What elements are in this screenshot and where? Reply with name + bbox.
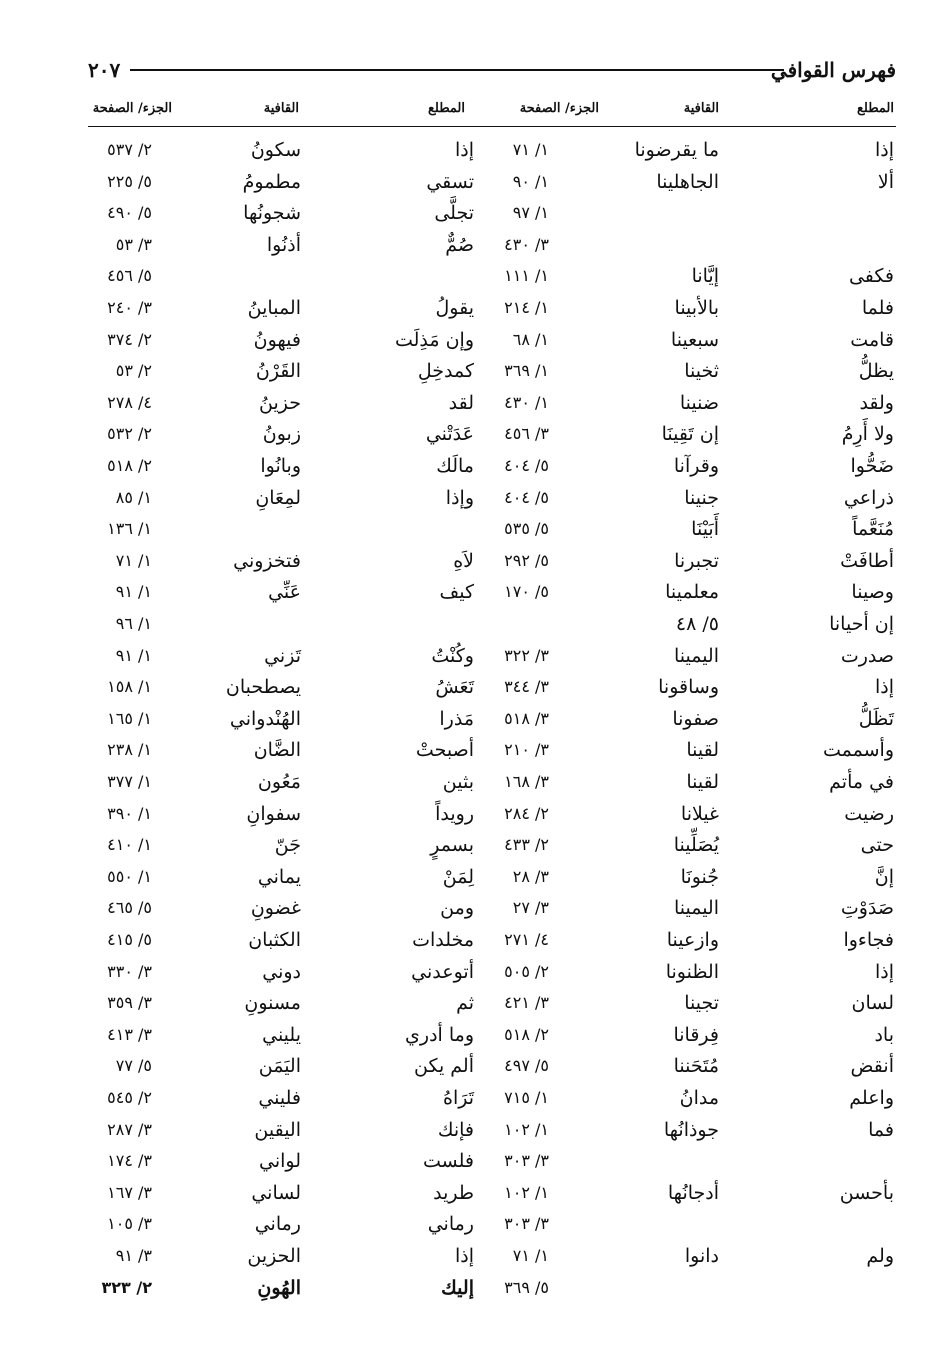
cell-ref: ٣/ ٥١٨ — [504, 708, 549, 728]
cell-matla: وصينا — [851, 581, 894, 604]
header-rule — [130, 69, 784, 71]
cell-qafiya: مدانُ — [679, 1087, 719, 1109]
cell-ref: ٣/ ٣٣٠ — [107, 961, 152, 981]
cell-ref: ٥/ ٤٦٥ — [107, 898, 152, 918]
cell-qafiya: لواني — [258, 1150, 301, 1173]
cell-ref: ١/ ٩٦ — [115, 614, 152, 633]
cell-matla: تَعَشُ — [435, 676, 474, 699]
cell-matla: أطافَتْ — [840, 549, 894, 572]
cell-matla: إنَّ — [874, 865, 894, 888]
cell-matla: لِمَنْ — [442, 865, 474, 888]
cell-matla: بسمرٍ — [430, 834, 474, 857]
cell-ref: ٥/ ٤٩٧ — [504, 1056, 549, 1076]
cell-ref: ٢/ ٥١٨ — [504, 1024, 549, 1044]
cell-matla: إذا — [454, 1245, 474, 1267]
col-head-ref-left: الجزء/ الصفحة — [92, 101, 172, 116]
cell-matla: صُمٌّ — [445, 233, 474, 256]
cell-ref: ١/ ٨٥ — [115, 487, 152, 507]
cell-ref: ٥/ ٤١٥ — [107, 930, 152, 949]
cell-matla: لسان — [851, 992, 894, 1015]
index-row-left — [0, 896, 939, 928]
index-row-left — [0, 802, 939, 834]
cell-qafiya: عَنِّي — [268, 581, 301, 604]
cell-matla: قامت — [850, 328, 894, 351]
cell-qafiya: يُصَلِّينا — [673, 834, 719, 857]
cell-ref: ٣/ ٤٥٦ — [504, 424, 549, 444]
index-row-left — [0, 612, 939, 644]
cell-matla: في مأتم — [829, 771, 894, 793]
cell-qafiya: زبونُ — [262, 423, 301, 446]
cell-ref: ٣/ ٢٨ — [512, 866, 549, 886]
index-row-left — [0, 1181, 939, 1213]
cell-matla: أنقض — [850, 1055, 894, 1078]
cell-matla: إن أحيانا — [829, 613, 894, 635]
cell-ref: ٢/ ٥٤٥ — [107, 1088, 152, 1107]
cell-matla: لاَهِ — [453, 549, 474, 572]
cell-qafiya: وقرآنا — [673, 455, 719, 477]
index-row-left — [0, 138, 939, 170]
cell-qafiya: الكثبان — [248, 929, 301, 951]
cell-ref: ٥/ ٤٠٤ — [504, 456, 549, 475]
cell-matla: كيف — [439, 581, 474, 604]
cell-matla: ضَحُّوا — [850, 455, 894, 477]
cell-matla: حتى — [860, 834, 894, 857]
index-row-left — [0, 675, 939, 707]
cell-qafiya: لساني — [251, 1181, 301, 1204]
cell-matla: يظلُّ — [858, 360, 894, 383]
cell-ref: ٣/ ٢٨٧ — [107, 1119, 152, 1139]
cell-ref: ٣/ ٣٥٩ — [107, 993, 152, 1013]
cell-ref: ٥/ ٤٥٦ — [107, 266, 152, 286]
cell-matla: إليك — [441, 1276, 474, 1299]
cell-matla: يقولُ — [435, 297, 474, 319]
cell-matla: إذا — [874, 960, 894, 983]
cell-ref: ٢/ ٢٨٤ — [504, 803, 549, 823]
cell-qafiya: صفونا — [672, 707, 719, 730]
cell-matla: تجلَّى — [434, 202, 474, 225]
index-row-left — [0, 170, 939, 202]
index-row-left — [0, 1276, 939, 1308]
cell-ref: ٥/ ٥٣٥ — [504, 519, 549, 539]
index-row-left — [0, 328, 939, 360]
cell-ref: ٣/ ٤٢١ — [504, 993, 549, 1013]
cell-matla: إذا — [874, 139, 894, 161]
index-row-left — [0, 549, 939, 581]
cell-qafiya: ثخينا — [684, 360, 719, 383]
cell-ref: ١/ ٩١ — [115, 645, 152, 665]
index-row-left — [0, 580, 939, 612]
cell-matla: ألا — [877, 170, 894, 193]
cell-ref: ٣/ ١٦٨ — [504, 772, 549, 791]
cell-matla: رماني — [427, 1213, 474, 1236]
cell-qafiya: الهُنْدواني — [229, 707, 301, 730]
cell-ref: ٣/ ٢٤٠ — [107, 298, 152, 317]
cell-ref: ١/ ٦٨ — [512, 329, 549, 349]
cell-matla: فلما — [861, 297, 894, 319]
cell-qafiya: غيلانا — [680, 802, 719, 825]
cell-qafiya: الضَّان — [253, 739, 301, 762]
cell-ref: ١/ ١٠٢ — [504, 1119, 549, 1139]
page-number: ٢٠٧ — [88, 58, 121, 82]
cell-qafiya: فِرقانا — [673, 1023, 719, 1046]
cell-matla: ولم — [866, 1245, 894, 1267]
cell-matla: تَرَاهُ — [442, 1087, 474, 1109]
cell-ref: ٥/ ٣٦٩ — [504, 1277, 549, 1297]
cell-qafiya: مُتَحَننا — [673, 1055, 719, 1078]
cell-ref: ٣/ ٣٠٣ — [504, 1151, 549, 1171]
cell-qafiya: أدجانُها — [667, 1181, 719, 1204]
cell-matla: طريد — [433, 1181, 474, 1204]
cell-qafiya: أَبَيْنَا — [691, 518, 719, 541]
cell-ref: ٣/ ٣٠٣ — [504, 1214, 549, 1234]
cell-matla: ذراعي — [843, 486, 894, 509]
cell-qafiya: الهُونِ — [257, 1276, 301, 1299]
col-head-qafiya-right: القافية — [683, 101, 719, 116]
index-row-left — [0, 833, 939, 865]
cell-qafiya: دانوا — [684, 1245, 719, 1267]
cell-qafiya: ٥/ ٤٨ — [675, 613, 719, 635]
cell-ref: ١/ ٧١ — [512, 1246, 549, 1265]
cell-matla: عَدَتْني — [425, 423, 474, 446]
cell-qafiya: يليني — [262, 1023, 301, 1046]
index-row-left — [0, 738, 939, 770]
index-row-left — [0, 865, 939, 897]
cell-ref: ٣/ ٣٤٤ — [504, 677, 549, 697]
cell-qafiya: المباينُ — [247, 297, 301, 319]
cell-ref: ٢/ ٥٣٢ — [107, 424, 152, 444]
cell-qafiya: اليمينا — [673, 897, 719, 920]
index-row-left — [0, 201, 939, 233]
cell-qafiya: أذنُوا — [266, 233, 301, 256]
cell-matla: فلست — [423, 1150, 474, 1173]
cell-matla: تسقي — [426, 170, 474, 193]
cell-qafiya: تَزني — [264, 644, 301, 667]
cell-qafiya: وساقونا — [658, 676, 719, 699]
col-head-qafiya-left: القافية — [263, 101, 299, 116]
cell-qafiya: فتخزوني — [233, 549, 301, 572]
cell-qafiya: ما يقرضونا — [634, 139, 719, 161]
cell-qafiya: مطمومُ — [242, 170, 301, 193]
cell-qafiya: الحزين — [247, 1245, 301, 1267]
index-row-left — [0, 1118, 939, 1150]
cell-matla: وما أدري — [405, 1023, 474, 1046]
cell-qafiya: يصطحبان — [225, 676, 301, 699]
cell-qafiya: معلمينا — [665, 581, 719, 604]
cell-ref: ٢/ ٥٣٧ — [107, 140, 152, 159]
cell-matla: رويداً — [435, 802, 474, 825]
cell-ref: ١/ ٧١ — [115, 550, 152, 570]
cell-ref: ١/ ٤١٠ — [107, 835, 152, 855]
cell-ref: ١/ ٤٣٠ — [504, 392, 549, 412]
cell-matla: مَذرا — [439, 707, 474, 730]
cell-ref: ١/ ١١١ — [504, 266, 549, 286]
cell-qafiya: لقينا — [686, 739, 719, 762]
cell-qafiya: فيهونُ — [253, 328, 301, 351]
cell-ref: ٣/ ١٠٥ — [107, 1214, 152, 1234]
cell-matla: أصبحتْ — [415, 739, 474, 762]
index-row-left — [0, 233, 939, 265]
cell-matla: بثين — [442, 771, 474, 793]
cell-ref: ١/ ٥٥٠ — [107, 866, 152, 886]
cell-matla: فما — [868, 1118, 894, 1141]
cell-qafiya: اليقين — [254, 1118, 301, 1141]
cell-matla: تَظَلُّ — [858, 707, 894, 730]
index-row-left — [0, 928, 939, 960]
cell-qafiya: جوذانُها — [663, 1118, 719, 1141]
cell-matla: ثم — [456, 992, 474, 1015]
cell-ref: ١/ ١٠٢ — [504, 1182, 549, 1202]
column-header-rule — [88, 126, 896, 127]
cell-qafiya: يماني — [257, 865, 301, 888]
cell-qafiya: مسنونِ — [244, 992, 301, 1015]
cell-matla: أتوعدني — [411, 960, 474, 983]
cell-qafiya: اليَمَن — [258, 1055, 301, 1078]
index-row-left — [0, 454, 939, 486]
cell-ref: ١/ ١٥٨ — [107, 677, 152, 697]
cell-ref: ٥/ ١٧٠ — [504, 582, 549, 602]
cell-qafiya: اليمينا — [673, 644, 719, 667]
cell-ref: ٣/ ٣٢٢ — [504, 645, 549, 665]
cell-ref: ٥/ ٤٩٠ — [107, 203, 152, 223]
cell-matla: فإنك — [437, 1118, 474, 1141]
cell-matla: مالَك — [436, 455, 474, 477]
cell-ref: ٣/ ١٦٧ — [107, 1182, 152, 1202]
cell-ref: ١/ ١٦٥ — [107, 708, 152, 728]
cell-qafiya: سكونُ — [250, 139, 301, 161]
cell-ref: ١/ ٣٧٧ — [107, 772, 152, 791]
cell-qafiya: وازعينا — [666, 929, 719, 951]
index-row-left — [0, 707, 939, 739]
cell-qafiya: تجينا — [684, 992, 719, 1015]
cell-qafiya: وبانُوا — [260, 455, 301, 477]
index-row-left — [0, 1086, 939, 1118]
cell-matla: ولا أَرِمُ — [841, 423, 894, 446]
header-title: فهرس القوافي — [770, 58, 896, 82]
cell-matla: كمدخِلِ — [417, 360, 474, 383]
cell-qafiya: إن تَقِينَا — [661, 423, 719, 446]
cell-ref: ٥/ ٢٩٢ — [504, 550, 549, 570]
cell-ref: ٢/ ٥٠٥ — [504, 961, 549, 981]
cell-ref: ١/ ٢٣٨ — [107, 740, 152, 760]
index-row-left — [0, 1244, 939, 1276]
running-header — [88, 58, 896, 88]
index-row-left — [0, 1149, 939, 1181]
cell-ref: ١/ ١٣٦ — [107, 519, 152, 539]
cell-ref: ٢/ ٣٧٤ — [107, 329, 152, 349]
index-row-left — [0, 1212, 939, 1244]
cell-matla: صدرت — [840, 644, 894, 667]
cell-qafiya: لمِعَانِ — [255, 486, 301, 509]
index-row-left — [0, 264, 939, 296]
cell-ref: ١/ ٣٩٠ — [107, 803, 152, 823]
cell-matla: وإذا — [445, 486, 474, 509]
cell-qafiya: الجاهلينا — [656, 170, 719, 193]
cell-qafiya: ضنينا — [679, 391, 719, 414]
col-head-matla-right: المطلع — [857, 101, 894, 116]
index-row-left — [0, 770, 939, 802]
cell-ref: ١/ ٩١ — [115, 582, 152, 602]
index-row-left — [0, 1023, 939, 1055]
cell-ref: ٣/ ٢٧ — [512, 898, 549, 918]
cell-qafiya: جُنونَا — [680, 865, 719, 888]
cell-matla: واعلم — [849, 1087, 894, 1109]
cell-qafiya: الظنونا — [665, 960, 719, 983]
cell-ref: ٥/ ٤٠٤ — [504, 487, 549, 507]
cell-matla: وإن مَذِلَت — [394, 328, 474, 351]
cell-ref: ٥/ ٧٧ — [115, 1056, 152, 1076]
cell-ref: ١/ ٣٦٩ — [504, 361, 549, 381]
cell-ref: ١/ ٩٧ — [512, 203, 549, 223]
cell-matla: ولقد — [859, 391, 894, 414]
index-row-left — [0, 359, 939, 391]
cell-ref: ١/ ٢١٤ — [504, 298, 549, 317]
cell-matla: مخلدات — [412, 929, 474, 951]
cell-qafiya: غضونِ — [250, 897, 301, 920]
cell-matla: وأسممت — [823, 739, 894, 762]
cell-matla: لقد — [448, 391, 474, 414]
index-row-left — [0, 517, 939, 549]
cell-ref: ٢/ ٥٣ — [115, 361, 152, 381]
cell-qafiya: جنينا — [684, 486, 719, 509]
cell-matla: مُنَعَّماً — [852, 518, 894, 541]
cell-matla: إذا — [454, 139, 474, 161]
index-row-left — [0, 1054, 939, 1086]
cell-qafiya: إيَّانا — [691, 265, 719, 288]
cell-qafiya: شجونُها — [243, 202, 301, 225]
cell-qafiya: مَعُون — [257, 771, 301, 793]
cell-qafiya: فليني — [258, 1087, 301, 1109]
cell-ref: ٣/ ٩١ — [115, 1246, 152, 1265]
cell-ref: ٣/ ٤٣٠ — [504, 234, 549, 254]
cell-matla: صَدَوْتِ — [840, 897, 894, 920]
cell-matla: رضيت — [844, 802, 894, 825]
cell-ref: ٣/ ٤١٣ — [107, 1024, 152, 1044]
cell-ref: ١/ ٧١ — [512, 140, 549, 159]
cell-ref: ٣/ ٥٣ — [115, 234, 152, 254]
index-row-left — [0, 644, 939, 676]
cell-ref: ١/ ٧١٥ — [504, 1088, 549, 1107]
cell-ref: ٤/ ٢٧٨ — [107, 392, 152, 412]
index-row-left — [0, 422, 939, 454]
index-row-left — [0, 296, 939, 328]
cell-matla: وكُنْتُ — [431, 644, 474, 667]
cell-matla: فجاءوا — [843, 929, 894, 951]
cell-qafiya: القَرْنُ — [255, 360, 301, 383]
index-row-left — [0, 991, 939, 1023]
cell-matla: باد — [874, 1023, 894, 1046]
cell-matla: بأحسن — [839, 1181, 894, 1204]
index-row-left — [0, 486, 939, 518]
cell-qafiya: بالأبينا — [674, 297, 719, 319]
cell-ref: ٣/ ٢١٠ — [504, 740, 549, 760]
cell-qafiya: سفوانِ — [246, 802, 301, 825]
col-head-matla-left: المطلع — [428, 101, 465, 116]
cell-qafiya: تجبرنا — [674, 549, 719, 572]
cell-ref: ١/ ٩٠ — [512, 171, 549, 191]
cell-qafiya: حزينُ — [259, 391, 301, 414]
cell-matla: إذا — [874, 676, 894, 699]
cell-ref: ٢/ ٣٢٣ — [101, 1277, 152, 1297]
cell-ref: ٥/ ٢٢٥ — [107, 171, 152, 191]
cell-qafiya: سبعينا — [670, 328, 719, 351]
cell-matla: ألم يكن — [414, 1055, 474, 1078]
cell-ref: ٢/ ٤٣٣ — [504, 835, 549, 855]
cell-ref: ٤/ ٢٧١ — [504, 930, 549, 949]
cell-ref: ٢/ ٥١٨ — [107, 456, 152, 475]
cell-matla: ومن — [440, 897, 474, 920]
cell-ref: ٣/ ١٧٤ — [107, 1151, 152, 1171]
cell-qafiya: جَنّ — [274, 834, 301, 857]
cell-qafiya: رماني — [254, 1213, 301, 1236]
cell-qafiya: دوني — [262, 960, 301, 983]
index-row-left — [0, 391, 939, 423]
index-row-left — [0, 960, 939, 992]
cell-qafiya: لقينا — [686, 771, 719, 793]
cell-matla: فكفى — [848, 265, 894, 288]
col-head-ref-right: الجزء/ الصفحة — [519, 101, 599, 116]
